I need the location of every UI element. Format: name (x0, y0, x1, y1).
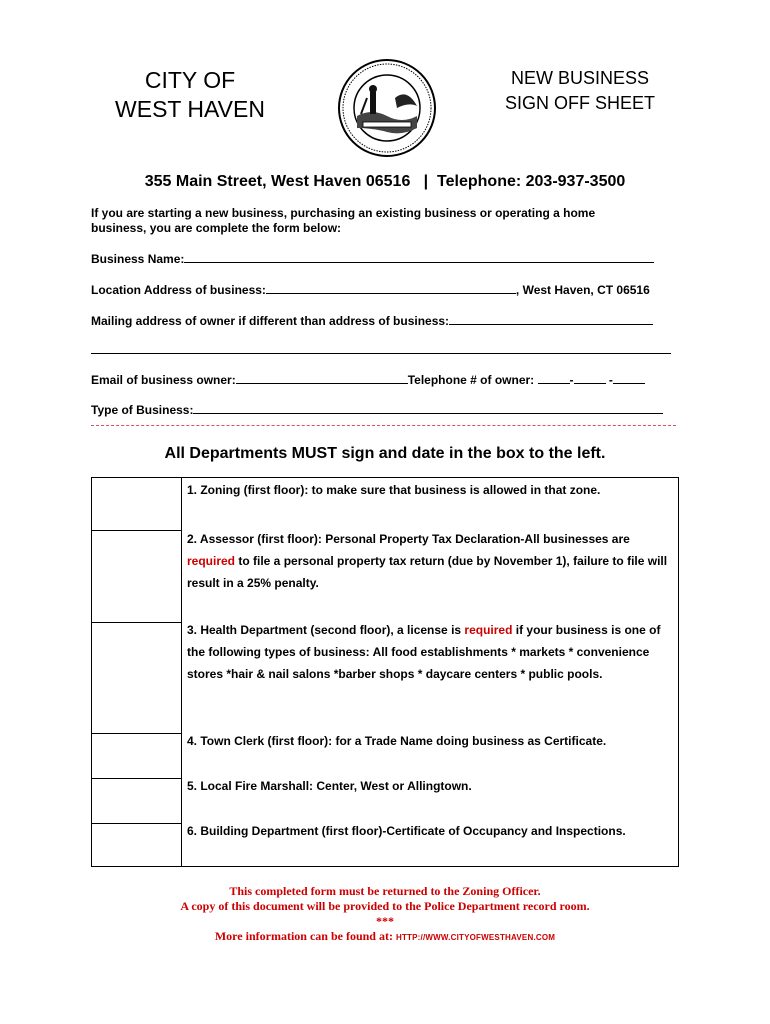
department-zoning: 1. Zoning (first floor): to make sure that business is allowed in that zone. (187, 483, 601, 497)
assessor-text-start: 2. Assessor (first floor): Personal Property Tax Declaration-All businesses are (187, 532, 630, 546)
document-title-line1: NEW BUSINESS (510, 68, 650, 88)
business-type-field[interactable] (91, 402, 663, 417)
signature-column-divider (181, 478, 182, 866)
address-line: 355 Main Street, West Haven 06516 | Telephone: 203-937-3500 (144, 173, 626, 190)
telephone-label: Telephone # of owner: (407, 373, 535, 387)
signature-box-town-clerk[interactable] (92, 733, 181, 778)
business-name-blank[interactable] (184, 251, 654, 263)
city-name-line2: WEST HAVEN (115, 96, 265, 122)
assessor-required: required (187, 554, 236, 568)
health-text-start: 3. Health Department (second floor), a license is (187, 623, 465, 637)
department-assessor (187, 528, 677, 594)
telephone-area-blank[interactable] (538, 372, 570, 384)
intro-text: If you are starting a new business, purchasing an existing business or operating a home business, you are complete the form below: (91, 206, 596, 235)
signature-box-health[interactable] (92, 622, 181, 733)
more-info-label: More information can be found at: (214, 929, 396, 943)
signature-box-assessor[interactable] (92, 530, 181, 622)
business-type-label: Type of Business: (91, 403, 194, 417)
footer-line-return: This completed form must be returned to the Zoning Officer. (229, 884, 541, 898)
mailing-address-blank[interactable] (449, 313, 653, 325)
assessor-text-end: to file a personal property tax return (due by November 1), failure to file will result in a 25% penalty. (187, 554, 668, 590)
business-name-label: Business Name: (91, 252, 185, 266)
website-link[interactable]: HTTP://WWW.CITYOFWESTHAVEN.COM (395, 933, 556, 942)
email-blank[interactable] (236, 372, 408, 384)
city-name (100, 66, 280, 124)
signature-box-zoning[interactable] (92, 478, 181, 530)
document-title (480, 66, 680, 116)
email-label: Email of business owner: (91, 373, 236, 387)
department-fire-marshall: 5. Local Fire Marshall: Center, West or Allingtown. (187, 779, 472, 793)
department-building: 6. Building Department (first floor)-Certificate of Occupancy and Inspections. (187, 824, 626, 838)
telephone-separator-1: - (569, 373, 574, 387)
location-address-label: Location Address of business: (91, 283, 266, 297)
location-address-suffix: , West Haven, CT 06516 (515, 283, 650, 297)
departments-heading: All Departments MUST sign and date in the box to the left. (164, 445, 606, 462)
business-name-field[interactable] (91, 251, 654, 266)
location-address-field[interactable] (91, 282, 650, 297)
health-required: required (464, 623, 513, 637)
location-address-blank[interactable] (266, 282, 516, 294)
email-telephone-field[interactable] (91, 372, 645, 387)
footer-line-copy: A copy of this document will be provided to the Police Department record room. (180, 899, 590, 913)
mailing-address-continuation-line[interactable] (91, 353, 671, 354)
document-title-line2: SIGN OFF SHEET (504, 93, 655, 113)
department-town-clerk: 4. Town Clerk (first floor): for a Trade Name doing business as Certificate. (187, 734, 607, 748)
section-divider (91, 425, 676, 426)
telephone-prefix-blank[interactable] (574, 372, 606, 384)
mailing-address-label: Mailing address of owner if different than address of business: (91, 314, 450, 328)
signature-box-building[interactable] (92, 823, 181, 868)
mailing-address-field[interactable] (91, 313, 653, 328)
health-text-end: if your business is one of the following types of business: All food establishments * markets * convenience stores *hair & nail salons *barber shops * daycare centers * public pools. (187, 623, 661, 681)
footer-line-separator: *** (376, 914, 394, 928)
city-name-line1: CITY OF (144, 67, 236, 93)
department-health (187, 619, 677, 685)
departments-table (91, 477, 679, 867)
business-type-blank[interactable] (193, 402, 663, 414)
city-seal-icon (337, 58, 437, 158)
signature-box-fire-marshall[interactable] (92, 778, 181, 823)
telephone-separator-2: - (605, 373, 613, 387)
footer-notes (90, 884, 680, 945)
telephone-line-blank[interactable] (613, 372, 645, 384)
footer-line-more-info (90, 929, 680, 945)
